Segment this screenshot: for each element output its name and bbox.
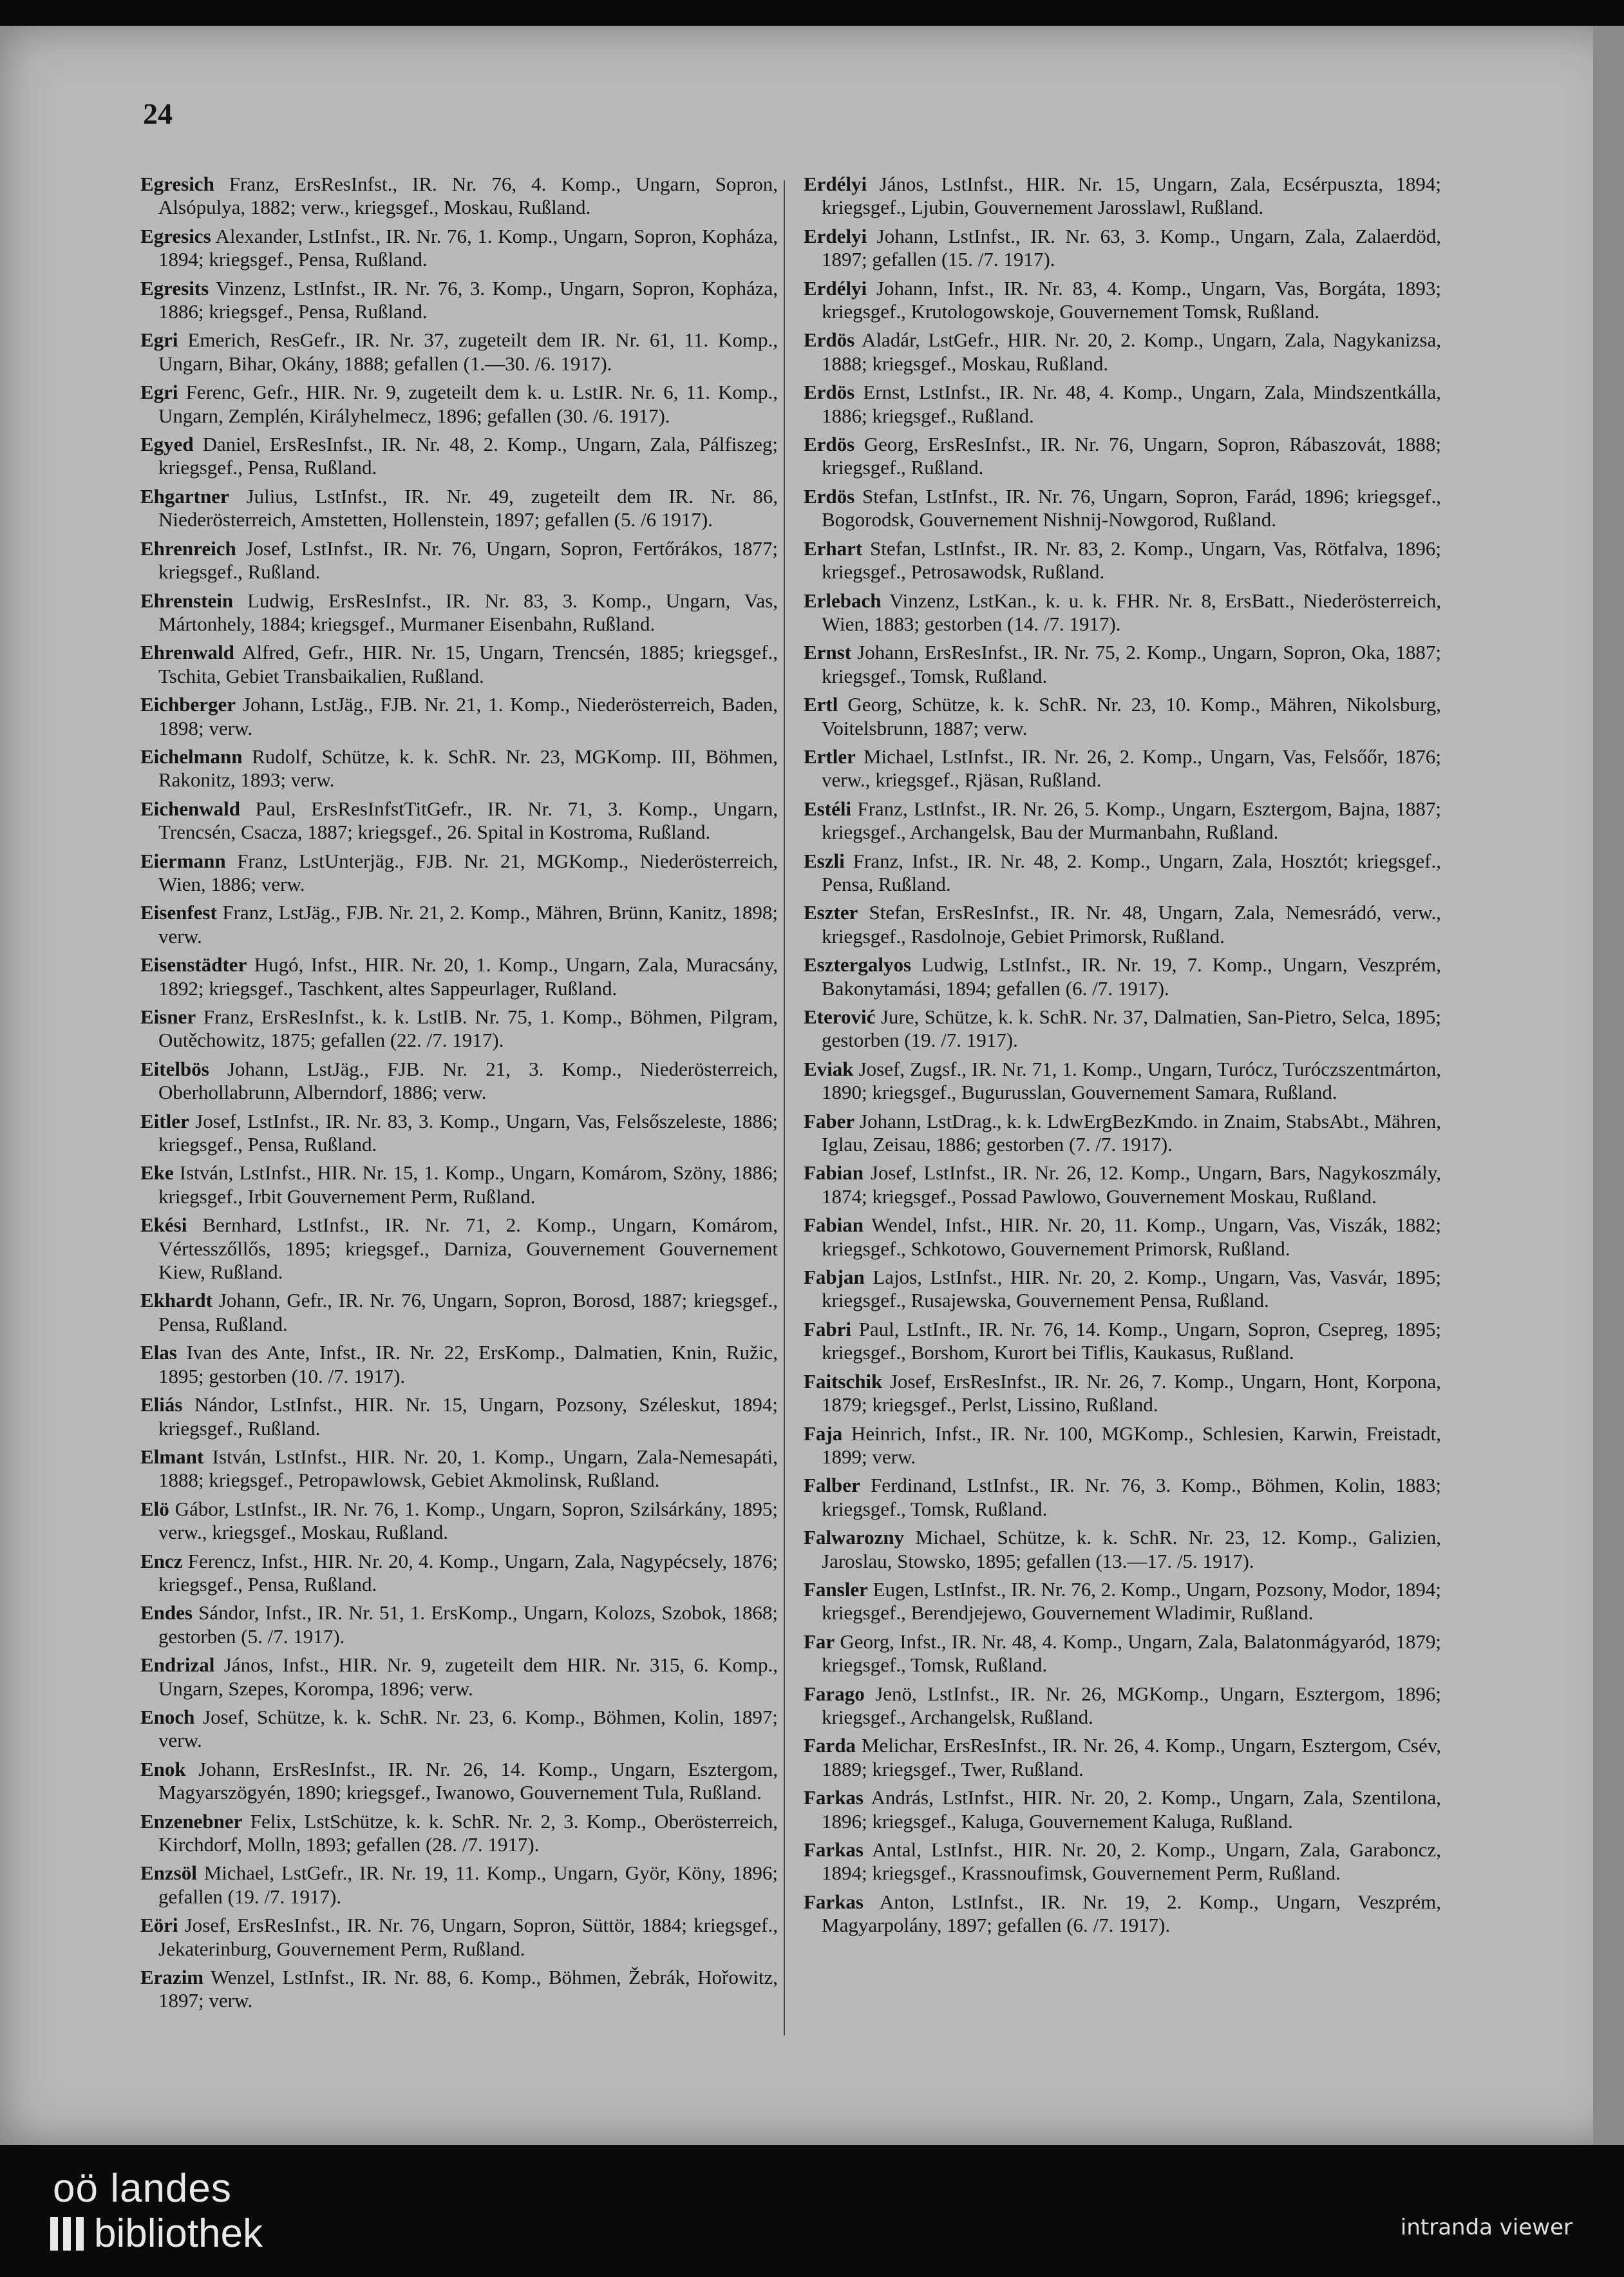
register-entry <box>140 1393 778 1440</box>
entry-details: Ludwig, ErsResInfst., IR. Nr. 83, 3. Komp., Ungarn, Vas, Mártonhely, 1884; kriegsgef., Murmaner Eisenbahn, Rußland. <box>158 589 778 635</box>
logo-text-landes: oö landes <box>53 2166 232 2211</box>
entry-details: Josef, LstInfst., IR. Nr. 83, 3. Komp., Ungarn, Vas, Felsőszeleste, 1886; kriegsgef., Pensa, Rußland. <box>158 1109 778 1156</box>
entry-details: Johann, Infst., IR. Nr. 83, 4. Komp., Ungarn, Vas, Borgáta, 1893; kriegsgef., Krutologowskoje, Gouvernement Tomsk, Rußland. <box>822 276 1441 323</box>
register-entry <box>804 277 1441 324</box>
entry-surname: Enok <box>140 1757 186 1780</box>
entry-details: Michael, Schütze, k. k. SchR. Nr. 23, 12. Komp., Galizien, Jaroslau, Stowsko, 1895; gefallen (13.—17. /5. 1917). <box>822 1526 1441 1572</box>
entry-surname: Far <box>804 1630 835 1653</box>
register-entry <box>140 277 778 324</box>
register-entry <box>140 693 778 740</box>
register-entry <box>804 1526 1441 1573</box>
register-entry <box>804 1422 1441 1469</box>
entry-surname: Elmant <box>140 1445 204 1468</box>
entry-surname: Eke <box>140 1161 174 1185</box>
register-entry <box>804 641 1441 688</box>
entry-details: Alfred, Gefr., HIR. Nr. 15, Ungarn, Trencsén, 1885; kriegsgef., Tschita, Gebiet Transbaikalien, Rußland. <box>158 641 778 687</box>
entry-details: Jenö, LstInfst., IR. Nr. 26, MGKomp., Ungarn, Esztergom, 1896; kriegsgef., Archangelsk, Rußland. <box>822 1682 1441 1728</box>
entry-details: Jure, Schütze, k. k. SchR. Nr. 37, Dalmatien, San-Pietro, Selca, 1895; gestorben (19. /7. 1917). <box>822 1005 1441 1052</box>
entry-details: Ivan des Ante, Infst., IR. Nr. 22, ErsKomp., Dalmatien, Knin, Ružic, 1895; gestorben (10. /7. 1917). <box>158 1341 778 1387</box>
entry-details: Stefan, LstInfst., IR. Nr. 83, 2. Komp., Ungarn, Vas, Rötfalva, 1896; kriegsgef., Petrosawodsk, Rußland. <box>822 537 1441 584</box>
entry-details: Josef, ErsResInfst., IR. Nr. 26, 7. Komp., Ungarn, Hont, Korpona, 1879; kriegsgef., Perlst, Lissino, Rußland. <box>822 1369 1441 1416</box>
entry-details: Josef, Zugsf., IR. Nr. 71, 1. Komp., Ungarn, Turócz, Turóczszentmárton, 1890; kriegsgef., Bugurusslan, Gouvernement Samara, Rußland. <box>822 1057 1441 1104</box>
entry-surname: Esztergalyos <box>804 953 912 977</box>
entry-details: Antal, LstInfst., HIR. Nr. 20, 2. Komp., Ungarn, Zala, Garaboncz, 1894; kriegsgef., Krassnoufimsk, Gouvernement Perm, Rußland. <box>822 1838 1441 1885</box>
register-entry <box>804 901 1441 948</box>
entry-surname: Erdélyi <box>804 173 867 195</box>
entry-surname: Fansler <box>804 1577 868 1601</box>
register-entry <box>140 1058 778 1105</box>
entry-surname: Ertl <box>804 693 838 716</box>
entry-surname: Enzsöl <box>140 1862 197 1885</box>
entry-details: Johann, ErsResInfst., IR. Nr. 26, 14. Komp., Ungarn, Esztergom, Magyarszögyén, 1890; kriegsgef., Iwanowo, Gouvernement Tula, Rußland. <box>158 1757 778 1804</box>
entry-surname: Estéli <box>804 797 852 820</box>
entry-surname: Farago <box>804 1682 865 1705</box>
entry-surname: Eterović <box>804 1005 876 1028</box>
entry-details: Franz, LstJäg., FJB. Nr. 21, 2. Komp., Mähren, Brünn, Kanitz, 1898; verw. <box>158 901 778 948</box>
entry-surname: Erdös <box>804 484 855 508</box>
register-entry <box>140 1862 778 1909</box>
register-entry <box>140 1110 778 1157</box>
entry-surname: Eichenwald <box>140 797 241 820</box>
register-entry <box>804 1786 1441 1833</box>
register-entry <box>804 1058 1441 1105</box>
register-entry <box>804 1578 1441 1625</box>
register-entry <box>804 1891 1441 1938</box>
entry-details: Aladár, LstGefr., HIR. Nr. 20, 2. Komp., Ungarn, Zala, Nagykanizsa, 1888; kriegsgef., Moskau, Rußland. <box>822 329 1441 375</box>
entry-surname: Fabian <box>804 1161 864 1185</box>
entry-details: Josef, LstInfst., IR. Nr. 76, Ungarn, Sopron, Fertőrákos, 1877; kriegsgef., Rußland. <box>158 537 778 584</box>
register-entry <box>140 1498 778 1545</box>
entry-surname: Ehrenwald <box>140 641 234 664</box>
entry-surname: Farkas <box>804 1786 864 1809</box>
entry-surname: Erdélyi <box>804 276 867 300</box>
register-entry <box>804 537 1441 584</box>
logo-text-bibliothek: bibliothek <box>94 2211 263 2256</box>
entry-surname: Eviak <box>804 1057 854 1080</box>
entry-details: Ernst, LstInfst., IR. Nr. 48, 4. Komp., Ungarn, Zala, Mindszentkálla, 1886; kriegsgef., Rußland. <box>822 381 1441 427</box>
register-entry <box>140 381 778 428</box>
entry-details: Stefan, ErsResInfst., IR. Nr. 48, Ungarn, Zala, Nemesrádó, verw., kriegsgef., Rasdolnoje, Gebiet Primorsk, Rußland. <box>822 901 1441 948</box>
register-entry <box>140 953 778 1000</box>
entry-surname: Egri <box>140 381 178 404</box>
register-entry <box>804 173 1441 220</box>
register-entry <box>804 1838 1441 1885</box>
register-entry <box>140 1341 778 1388</box>
entry-surname: Endes <box>140 1601 193 1624</box>
right-column <box>804 173 1441 1943</box>
entry-surname: Farda <box>804 1734 856 1757</box>
entry-details: Melichar, ErsResInfst., IR. Nr. 26, 4. Komp., Ungarn, Esztergom, Csév, 1889; kriegsgef., Twer, Rußland. <box>822 1734 1441 1780</box>
entry-surname: Eöri <box>140 1914 178 1937</box>
entry-details: Eugen, LstInfst., IR. Nr. 76, 2. Komp., Ungarn, Pozsony, Modor, 1894; kriegsgef., Berendjejewo, Gouvernement Wladimir, Rußland. <box>822 1577 1441 1624</box>
entry-surname: Erdelyi <box>804 224 867 247</box>
entry-surname: Enzenebner <box>140 1809 243 1833</box>
entry-surname: Fabian <box>804 1214 864 1237</box>
entry-details: Michael, LstInfst., IR. Nr. 26, 2. Komp., Ungarn, Vas, Felsőőr, 1876; verw., kriegsgef., Rjäsan, Rußland. <box>822 745 1441 792</box>
register-entry <box>140 641 778 688</box>
register-entry <box>804 485 1441 532</box>
register-entry <box>804 1318 1441 1365</box>
register-entry <box>140 1914 778 1961</box>
register-entry <box>140 225 778 272</box>
register-entry <box>140 485 778 532</box>
register-entry <box>140 1706 778 1753</box>
entry-surname: Ekhardt <box>140 1289 212 1312</box>
page-edge-shadow <box>1593 26 1624 2145</box>
entry-details: Ferencz, Infst., HIR. Nr. 20, 4. Komp., Ungarn, Zala, Nagypécsely, 1876; kriegsgef., Pensa, Rußland. <box>158 1549 778 1596</box>
entry-surname: Ertler <box>804 745 856 768</box>
entry-details: Franz, ErsResInfst., k. k. LstIB. Nr. 75, 1. Komp., Böhmen, Pilgram, Outěchowitz, 1875; gefallen (22. /7. 1917). <box>158 1005 778 1052</box>
register-entry <box>804 1630 1441 1677</box>
entry-details: Nándor, LstInfst., HIR. Nr. 15, Ungarn, Pozsony, Széleskut, 1894; kriegsgef., Rußland. <box>158 1393 778 1440</box>
entry-details: Franz, Infst., IR. Nr. 48, 2. Komp., Ungarn, Zala, Hosztót; kriegsgef., Pensa, Rußland. <box>822 849 1441 895</box>
entry-details: János, LstInfst., HIR. Nr. 15, Ungarn, Zala, Ecsérpuszta, 1894; kriegsgef., Ljubin, Gouvernement Jarosslawl, Rußland. <box>822 173 1441 219</box>
entry-details: István, LstInfst., HIR. Nr. 20, 1. Komp., Ungarn, Zala-Nemesapáti, 1888; kriegsgef., Petropawlowsk, Gebiet Akmolinsk, Rußland. <box>158 1445 778 1492</box>
entry-details: Heinrich, Infst., IR. Nr. 100, MGKomp., Schlesien, Karwin, Freistadt, 1899; verw. <box>822 1422 1441 1468</box>
entry-details: Franz, ErsResInfst., IR. Nr. 76, 4. Komp., Ungarn, Sopron, Alsópulya, 1882; verw., kriegsgef., Moskau, Rußland. <box>158 173 778 219</box>
entry-details: Josef, Schütze, k. k. SchR. Nr. 23, 6. Komp., Böhmen, Kolin, 1897; verw. <box>158 1705 778 1752</box>
register-entry <box>804 1266 1441 1313</box>
entry-surname: Encz <box>140 1549 183 1572</box>
entry-details: Johann, LstJäg., FJB. Nr. 21, 3. Komp., Niederösterreich, Oberhollabrunn, Alberndorf, 1886; verw. <box>158 1057 778 1104</box>
entry-details: Felix, LstSchütze, k. k. SchR. Nr. 2, 3. Komp., Oberösterreich, Kirchdorf, Molln, 1893; gefallen (28. /7. 1917). <box>158 1809 778 1856</box>
entry-surname: Falwarozny <box>804 1526 905 1549</box>
entry-details: Gábor, LstInfst., IR. Nr. 76, 1. Komp., Ungarn, Sopron, Szilsárkány, 1895; verw., kriegsgef., Moskau, Rußland. <box>158 1497 778 1544</box>
library-bars-icon <box>50 2217 85 2251</box>
register-entry <box>804 1110 1441 1157</box>
entry-details: Johann, LstDrag., k. k. LdwErgBezKmdo. in Znaim, StabsAbt., Mähren, Iglau, Zeisau, 1886; gestorben (7. /7. 1917). <box>822 1109 1441 1156</box>
entry-surname: Ehrenstein <box>140 589 234 612</box>
register-entry <box>804 1682 1441 1729</box>
entry-surname: Eichelmann <box>140 745 243 768</box>
library-logo-line1[interactable] <box>53 2166 232 2211</box>
entry-surname: Faber <box>804 1109 855 1132</box>
register-entry <box>140 1445 778 1492</box>
register-entry <box>140 1214 778 1284</box>
entry-details: Stefan, LstInfst., IR. Nr. 76, Ungarn, Sopron, Farád, 1896; kriegsgef., Bogorodsk, Gouvernement Nishnij-Nowgorod, Rußland. <box>822 484 1441 531</box>
entry-surname: Erlebach <box>804 589 882 612</box>
entry-surname: Farkas <box>804 1890 864 1913</box>
register-entry <box>804 1474 1441 1521</box>
register-entry <box>140 1289 778 1336</box>
entry-surname: Eisenfest <box>140 901 217 924</box>
entry-details: Paul, LstInft., IR. Nr. 76, 14. Komp., Ungarn, Sopron, Csepreg, 1895; kriegsgef., Borshom, Kurort bei Tiflis, Kaukasus, Rußland. <box>822 1317 1441 1364</box>
register-entry <box>804 1161 1441 1208</box>
entry-details: Michael, LstGefr., IR. Nr. 19, 11. Komp., Ungarn, Györ, Köny, 1896; gefallen (19. /7. 1917). <box>158 1862 778 1908</box>
entry-details: Wendel, Infst., HIR. Nr. 20, 11. Komp., Ungarn, Vas, Viszák, 1882; kriegsgef., Schkotowo, Gouvernement Primorsk, Rußland. <box>822 1214 1441 1260</box>
entry-details: Georg, Infst., IR. Nr. 48, 4. Komp., Ungarn, Zala, Balatonmágyaród, 1879; kriegsgef., Tomsk, Rußland. <box>822 1630 1441 1677</box>
entry-details: Vinzenz, LstKan., k. u. k. FHR. Nr. 8, ErsBatt., Niederösterreich, Wien, 1883; gestorben (14. /7. 1917). <box>822 589 1441 635</box>
entry-details: Franz, LstInfst., IR. Nr. 26, 5. Komp., Ungarn, Esztergom, Bajna, 1887; kriegsgef., Archangelsk, Bau der Murmanbahn, Rußland. <box>822 797 1441 844</box>
entry-details: Paul, ErsResInfstTitGefr., IR. Nr. 71, 3. Komp., Ungarn, Trencsén, Csacza, 1887; kriegsgef., 26. Spital in Kostroma, Rußland. <box>158 797 778 844</box>
entry-details: Ferdinand, LstInfst., IR. Nr. 76, 3. Komp., Böhmen, Kolin, 1883; kriegsgef., Tomsk, Rußland. <box>822 1474 1441 1520</box>
register-entry <box>804 1005 1441 1053</box>
register-entry <box>804 953 1441 1000</box>
register-entry <box>804 381 1441 428</box>
entry-details: Vinzenz, LstInfst., IR. Nr. 76, 3. Komp., Ungarn, Sopron, Kopháza, 1886; kriegsgef., Pensa, Rußland. <box>158 276 778 323</box>
entry-details: Georg, ErsResInfst., IR. Nr. 76, Ungarn, Sopron, Rábaszovát, 1888; kriegsgef., Rußland. <box>822 433 1441 479</box>
register-entry <box>140 745 778 792</box>
entry-details: Johann, LstJäg., FJB. Nr. 21, 1. Komp., Niederösterreich, Baden, 1898; verw. <box>158 693 778 739</box>
entry-surname: Faitschik <box>804 1369 883 1393</box>
entry-details: Wenzel, LstInfst., IR. Nr. 88, 6. Komp., Böhmen, Žebrák, Hořowitz, 1897; verw. <box>158 1966 778 2012</box>
register-entry <box>140 173 778 220</box>
register-entry <box>140 1653 778 1701</box>
entry-surname: Elas <box>140 1341 177 1364</box>
entry-surname: Falber <box>804 1474 860 1497</box>
entry-surname: Egyed <box>140 433 194 456</box>
register-entry <box>804 225 1441 272</box>
column-divider <box>784 180 785 2035</box>
entry-details: Emerich, ResGefr., IR. Nr. 37, zugeteilt dem IR. Nr. 61, 11. Komp., Ungarn, Bihar, Okány, 1888; gefallen (1.—30. /6. 1917). <box>158 329 778 375</box>
register-entry <box>140 1161 778 1208</box>
entry-surname: Ehgartner <box>140 484 229 508</box>
entry-surname: Erhart <box>804 537 863 560</box>
entry-surname: Fabri <box>804 1317 852 1340</box>
entry-surname: Faja <box>804 1422 843 1445</box>
register-entry <box>804 1214 1441 1261</box>
entry-surname: Eszter <box>804 901 858 924</box>
entry-surname: Erazim <box>140 1966 204 1989</box>
register-entry <box>140 797 778 844</box>
entry-surname: Ernst <box>804 641 852 664</box>
entry-details: Josef, LstInfst., IR. Nr. 26, 12. Komp., Ungarn, Bars, Nagykoszmály, 1874; kriegsgef., Possad Pawlowo, Gouvernement Moskau, Rußland. <box>822 1161 1441 1208</box>
register-entry <box>804 433 1441 480</box>
register-entry <box>804 589 1441 636</box>
entry-surname: Eszli <box>804 849 845 872</box>
register-entry <box>804 329 1441 376</box>
entry-details: Josef, ErsResInfst., IR. Nr. 76, Ungarn, Sopron, Süttör, 1884; kriegsgef., Jekaterinburg, Gouvernement Perm, Rußland. <box>158 1914 778 1960</box>
entry-details: Ludwig, LstInfst., IR. Nr. 19, 7. Komp., Ungarn, Veszprém, Bakonytamási, 1894; gefallen (6. /7. 1917). <box>822 953 1441 1000</box>
register-entry <box>140 329 778 376</box>
register-entry <box>140 1005 778 1053</box>
entry-surname: Enoch <box>140 1705 195 1728</box>
entry-surname: Eichberger <box>140 693 236 716</box>
entry-details: Bernhard, LstInfst., IR. Nr. 71, 2. Komp., Ungarn, Komárom, Vértesszőllős, 1895; kriegsgef., Darniza, Gouvernement Gouvernement Kiew, Rußland. <box>158 1214 778 1284</box>
register-entry <box>140 537 778 584</box>
register-entry <box>140 433 778 480</box>
register-entry <box>804 1370 1441 1417</box>
register-entry <box>804 850 1441 897</box>
entry-surname: Egresits <box>140 276 209 300</box>
entry-surname: Eisner <box>140 1005 196 1028</box>
entry-surname: Egresics <box>140 224 211 247</box>
entry-surname: Eitelbös <box>140 1057 209 1080</box>
entry-surname: Endrizal <box>140 1653 215 1677</box>
entry-surname: Eliás <box>140 1393 183 1416</box>
entry-surname: Erdös <box>804 329 855 352</box>
entry-surname: Erdös <box>804 381 855 404</box>
intranda-viewer-label[interactable]: intranda viewer <box>1400 2215 1572 2240</box>
entry-details: Rudolf, Schütze, k. k. SchR. Nr. 23, MGKomp. III, Böhmen, Rakonitz, 1893; verw. <box>158 745 778 792</box>
entry-details: Hugó, Infst., HIR. Nr. 20, 1. Komp., Ungarn, Zala, Muracsány, 1892; kriegsgef., Taschkent, altes Sappeurlager, Rußland. <box>158 953 778 1000</box>
entry-surname: Eiermann <box>140 849 226 872</box>
register-entry <box>140 589 778 636</box>
entry-details: Franz, LstUnterjäg., FJB. Nr. 21, MGKomp., Niederösterreich, Wien, 1886; verw. <box>158 849 778 895</box>
entry-surname: Eitler <box>140 1109 189 1132</box>
register-entry <box>140 1758 778 1805</box>
entry-surname: Fabjan <box>804 1266 865 1289</box>
entry-details: Georg, Schütze, k. k. SchR. Nr. 23, 10. Komp., Mähren, Nikolsburg, Voitelsbrunn, 1887; verw. <box>822 693 1441 739</box>
entry-details: Ferenc, Gefr., HIR. Nr. 9, zugeteilt dem k. u. LstIR. Nr. 6, 11. Komp., Ungarn, Zemplén, Királyhelmecz, 1896; gefallen (30. /6. 1917). <box>158 381 778 427</box>
entry-surname: Ehrenreich <box>140 537 236 560</box>
register-entry <box>140 901 778 948</box>
register-entry <box>140 1550 778 1597</box>
library-logo-line2[interactable] <box>50 2211 263 2256</box>
register-entry <box>140 1601 778 1648</box>
left-column <box>140 173 778 2018</box>
entry-details: János, Infst., HIR. Nr. 9, zugeteilt dem HIR. Nr. 315, 6. Komp., Ungarn, Szepes, Korompa, 1896; verw. <box>158 1653 778 1700</box>
register-entry <box>140 1810 778 1857</box>
register-entry <box>140 850 778 897</box>
register-entry <box>804 745 1441 792</box>
entry-surname: Eisenstädter <box>140 953 247 977</box>
entry-details: Julius, LstInfst., IR. Nr. 49, zugeteilt dem IR. Nr. 86, Niederösterreich, Amstetten, Hollenstein, 1897; gefallen (5. /6 1917). <box>158 484 778 531</box>
entry-details: Daniel, ErsResInfst., IR. Nr. 48, 2. Komp., Ungarn, Zala, Pálfiszeg; kriegsgef., Pensa, Rußland. <box>158 433 778 479</box>
entry-details: István, LstInfst., HIR. Nr. 15, 1. Komp., Ungarn, Komárom, Szöny, 1886; kriegsgef., Irbit Gouvernement Perm, Rußland. <box>158 1161 778 1208</box>
entry-surname: Egresich <box>140 173 214 195</box>
register-entry <box>804 797 1441 844</box>
register-entry <box>804 1734 1441 1781</box>
register-entry <box>804 693 1441 740</box>
entry-details: Lajos, LstInfst., HIR. Nr. 20, 2. Komp., Ungarn, Vas, Vasvár, 1895; kriegsgef., Rusajewska, Gouvernement Pensa, Rußland. <box>822 1266 1441 1312</box>
entry-details: András, LstInfst., HIR. Nr. 20, 2. Komp., Ungarn, Zala, Szentilona, 1896; kriegsgef., Kaluga, Gouvernement Kaluga, Rußland. <box>822 1786 1441 1833</box>
entry-surname: Egri <box>140 329 178 352</box>
entry-details: Johann, LstInfst., IR. Nr. 63, 3. Komp., Ungarn, Zala, Zalaerdöd, 1897; gefallen (15. /7. 1917). <box>822 224 1441 271</box>
register-entry <box>140 1966 778 2013</box>
entry-details: Johann, ErsResInfst., IR. Nr. 75, 2. Komp., Ungarn, Sopron, Oka, 1887; kriegsgef., Tomsk, Rußland. <box>822 641 1441 687</box>
entry-surname: Elö <box>140 1497 169 1520</box>
page-number: 24 <box>143 97 173 130</box>
entry-surname: Erdös <box>804 433 855 456</box>
entry-surname: Farkas <box>804 1838 864 1861</box>
entry-details: Sándor, Infst., IR. Nr. 51, 1. ErsKomp., Ungarn, Kolozs, Szobok, 1868; gestorben (5. /7. 1917). <box>158 1601 778 1648</box>
entry-details: Anton, LstInfst., IR. Nr. 19, 2. Komp., Ungarn, Veszprém, Magyarpolány, 1897; gefallen (6. /7. 1917). <box>822 1890 1441 1937</box>
entry-details: Alexander, LstInfst., IR. Nr. 76, 1. Komp., Ungarn, Sopron, Kopháza, 1894; kriegsgef., Pensa, Rußland. <box>158 224 778 271</box>
entry-details: Johann, Gefr., IR. Nr. 76, Ungarn, Sopron, Borosd, 1887; kriegsgef., Pensa, Rußland. <box>158 1289 778 1335</box>
entry-surname: Ekési <box>140 1214 187 1237</box>
